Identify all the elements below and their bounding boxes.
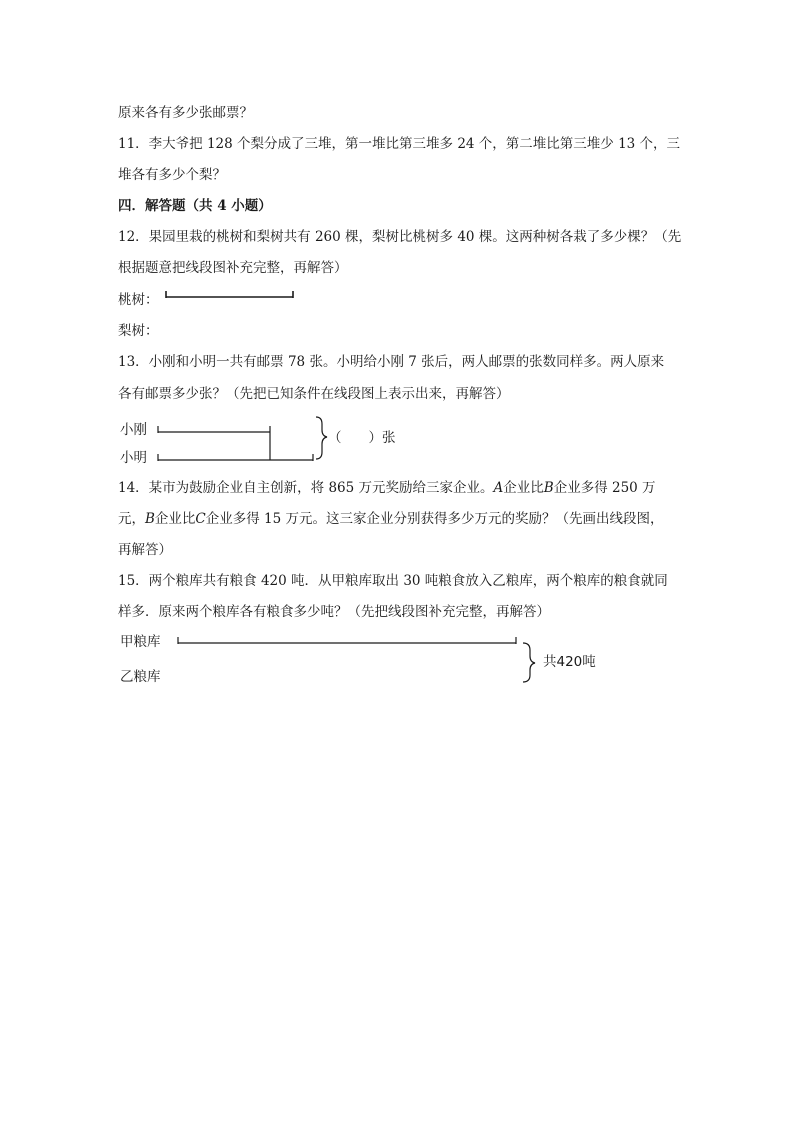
question-13-line-2: 各有邮票多少张？（先把已知条件在线段图上表示出来，再解答） bbox=[118, 386, 510, 402]
company-a-letter: A bbox=[493, 480, 504, 496]
company-c-letter: C bbox=[195, 511, 206, 527]
peach-tree-label: 桃树： bbox=[118, 292, 159, 308]
company-b-letter: B bbox=[543, 480, 554, 496]
question-14-line-3: 再解答） bbox=[118, 542, 172, 558]
total-stamps-blank: （ ）张 bbox=[328, 430, 396, 446]
q14-text: 元， bbox=[118, 511, 145, 527]
question-13-line-1: 13．小刚和小明一共有邮票 78 张。小明给小刚 7 张后，两人邮票的张数同样多。两人原来 bbox=[118, 354, 665, 370]
question-11-line-2: 堆各有多少个梨？ bbox=[118, 167, 226, 183]
question-11-line-1: 11．李大爷把 128 个梨分成了三堆，第一堆比第三堆多 24 个，第二堆比第三堆少 13 个，三 bbox=[118, 136, 681, 152]
section-heading: 四．解答题（共 4 小题） bbox=[118, 198, 272, 214]
granary-yi-label: 乙粮库 bbox=[120, 669, 161, 685]
question-12-line-1: 12．果园里栽的桃树和梨树共有 260 棵，梨树比桃树多 40 棵。这两种树各栽了多少棵？（先 bbox=[118, 229, 682, 245]
q14-text: 企业多得 250 万 bbox=[553, 480, 656, 496]
total-grain-label: 共420吨 bbox=[543, 654, 596, 670]
company-b-letter: B bbox=[145, 511, 155, 527]
question-12-line-2: 根据题意把线段图补充完整，再解答） bbox=[118, 260, 348, 276]
xiaogang-label: 小刚 bbox=[120, 422, 147, 438]
q14-text: 14．某市为鼓励企业自主创新，将 865 万元奖励给三家企业。 bbox=[118, 480, 494, 496]
granary-jia-label: 甲粮库 bbox=[120, 634, 161, 650]
q14-text: 企业多得 15 万元。这三家企业分别获得多少万元的奖励？（先画出线段图， bbox=[205, 511, 664, 527]
question-15-line-2: 样多．原来两个粮库各有粮食多少吨？（先把线段图补充完整，再解答） bbox=[118, 604, 550, 620]
q14-text: 企业比 bbox=[154, 511, 196, 527]
question-15-line-1: 15．两个粮库共有粮食 420 吨．从甲粮库取出 30 吨粮食放入乙粮库，两个粮库的粮食就同 bbox=[118, 573, 668, 589]
q14-text: 企业比 bbox=[503, 480, 544, 496]
text-line: 原来各有多少张邮票？ bbox=[118, 105, 253, 121]
xiaoming-label: 小明 bbox=[120, 450, 147, 466]
right-brace bbox=[523, 643, 535, 682]
pear-tree-label: 梨树： bbox=[118, 323, 159, 339]
